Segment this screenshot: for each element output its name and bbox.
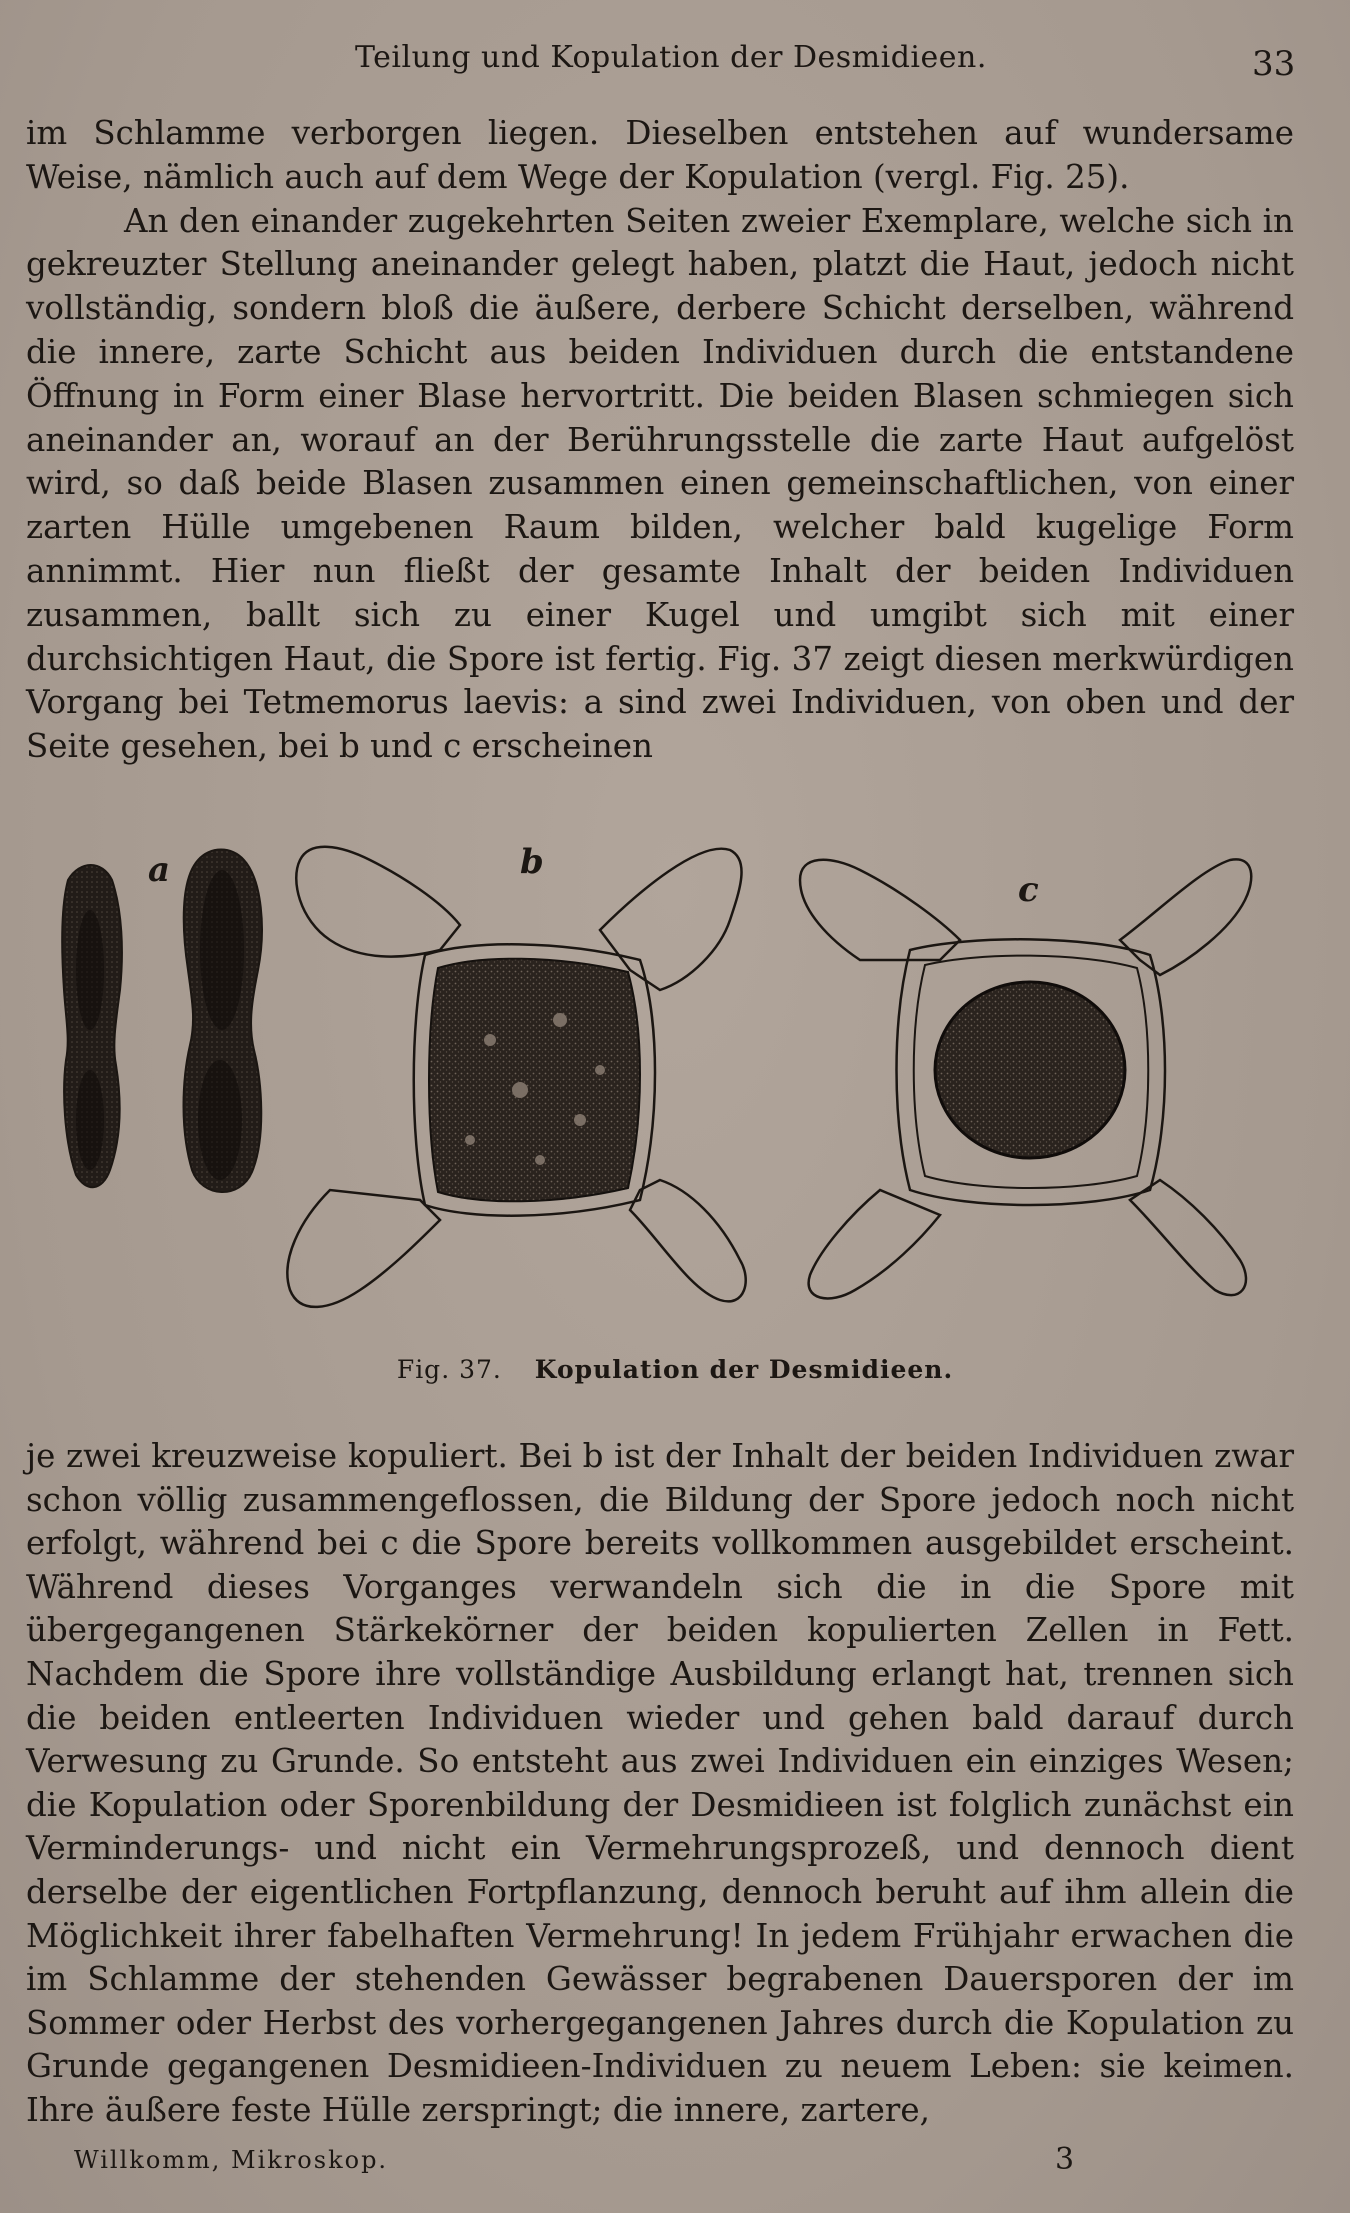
paragraph-3: je zwei kreuzweise kopuliert. Bei b ist der Inhalt der beiden Individuen zwar schon völlig zusammengeflossen, die Bildung der Spore jedoch noch nicht erfolgt, während bei c die Spore bereits vollkommen ausgebildet erscheint. Während dieses Vorganges verwandeln sich die in die Spore mit übergegangenen Stärkekörner der beiden kopulierten Zellen in Fett. Nachdem die Spore ihre vollständige Ausbildung erlangt hat, trennen sich die beiden entleerten Individuen wieder und gehen bald darauf durch Verwesung zu Grunde. So entsteht aus zwei Individuen ein einziges Wesen; die Kopulation oder Sporenbildung der Desmidieen ist folglich zunächst ein Verminderungs- und nicht ein Vermehrungsprozeß, und dennoch dient derselbe der eigentlichen Fortpflanzung, dennoch beruht auf ihm allein die Möglichkeit ihrer fabelhaften Vermehrung! In jedem Frühjahr erwachen die im Schlamme der stehenden Gewässer begrabenen Dauersporen der im Sommer oder Herbst des vorhergegangenen Jahres durch die Kopulation zu Grunde gegangenen Desmidieen-Individuen zu neuem Leben: sie keimen. Ihre äußere feste Hülle zerspringt; die innere, zartere,: [26, 1437, 1294, 2129]
cell-a-right: [184, 850, 262, 1193]
printer-signature: Willkomm, Mikroskop.: [74, 2146, 389, 2174]
page-footer: [0, 2142, 1350, 2186]
figure-label-b: b: [520, 842, 544, 882]
text-block-top: [26, 112, 1294, 769]
figure-label-a: a: [148, 850, 171, 890]
paragraph-2: An den einander zugekehrten Seiten zweier Exemplare, welche sich in gekreuzter Stellung aneinander gelegt haben, platzt die Haut, jedoch nicht vollständig, sondern bloß die äußere, derbere Schicht derselben, während die innere, zarte Schicht aus beiden Individuen durch die entstandene Öffnung in Form einer Blase hervortritt. Die beiden Blasen schmiegen sich aneinander an, worauf an der Berührungsstelle die zarte Haut aufgelöst wird, so daß beide Blasen zusammen einen gemeinschaftlichen, von einer zarten Hülle umgebenen Raum bilden, welcher bald kugelige Form annimmt. Hier nun fließt der gesamte Inhalt der beiden Individuen zusammen, ballt sich zu einer Kugel und umgibt sich mit einer durchsichtigen Haut, die Spore ist fertig. Fig. 37 zeigt diesen merkwürdigen Vorgang bei Tetmemorus laevis: a sind zwei Individuen, von oben und der Seite gesehen, bei b und c erscheinen: [26, 201, 1294, 766]
figure-caption-number: Fig. 37.: [396, 1355, 502, 1384]
cell-b: [287, 847, 745, 1307]
page-header: [0, 38, 1350, 88]
sheet-number: 3: [1055, 2142, 1075, 2177]
cell-c: [800, 859, 1251, 1298]
page-number: 33: [1252, 44, 1296, 84]
figure-illustration: [40, 820, 1280, 1340]
running-title: Teilung und Kopulation der Desmidieen.: [355, 40, 987, 75]
cell-a-left: [62, 865, 122, 1187]
paragraph-1: im Schlamme verborgen liegen. Dieselben entstehen auf wundersame Weise, nämlich auch auf dem Wege der Kopulation (vergl. Fig. 25).: [26, 114, 1294, 196]
figure-caption-title: Kopulation der Desmidieen.: [534, 1355, 954, 1384]
figure-label-c: c: [1018, 870, 1039, 910]
text-block-bottom: [26, 1435, 1294, 2133]
figure-37: [40, 820, 1280, 1340]
figure-caption: [0, 1355, 1350, 1384]
